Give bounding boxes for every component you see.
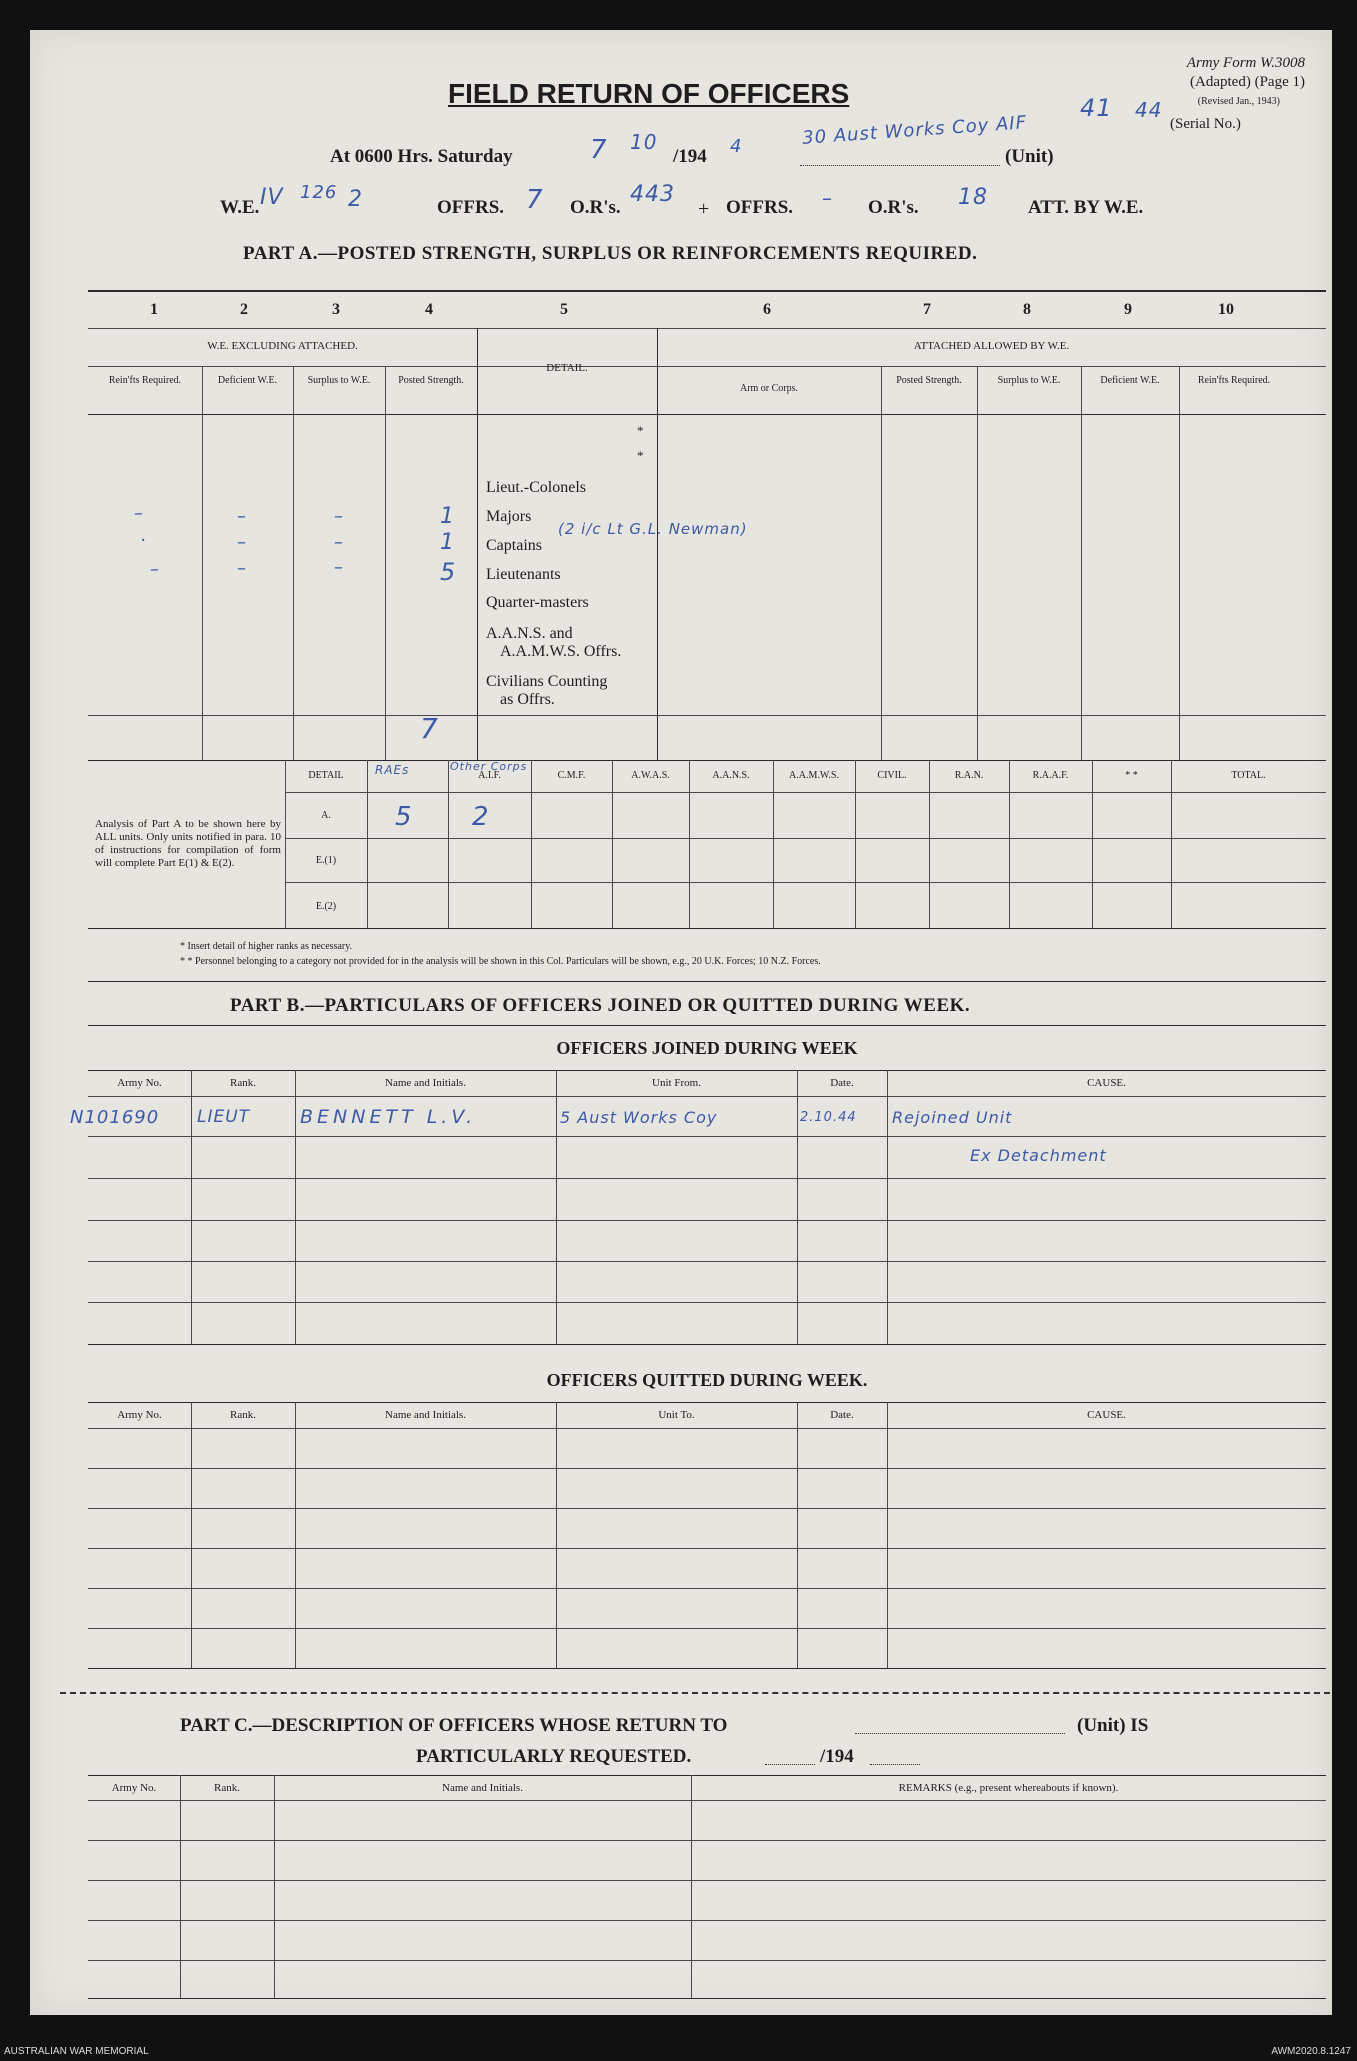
serial-hw-2: 44 <box>1135 98 1163 122</box>
joined-unit: 5 Aust Works Coy <box>560 1108 718 1127</box>
rank-aans: A.A.N.S. and <box>486 625 573 642</box>
analysis-header-aans: A.A.N.S. <box>712 770 750 781</box>
footnote-1: * Insert detail of higher ranks as necessary. <box>180 941 353 952</box>
table-rule <box>1009 760 1010 928</box>
we-excluding-header: W.E. EXCLUDING ATTACHED. <box>207 340 358 352</box>
table-rule <box>88 1402 1326 1403</box>
col-number-10: 10 <box>1218 301 1234 318</box>
table-rule <box>191 1402 192 1668</box>
table-rule <box>977 366 978 760</box>
part-c-header-remarks: REMARKS (e.g., present whereabouts if known). <box>898 1782 1119 1794</box>
quitted-header-date: Date. <box>830 1409 854 1421</box>
table-rule <box>367 760 368 928</box>
table-rule <box>88 715 1326 716</box>
detail-header: DETAIL. <box>546 362 588 374</box>
attached-allowed-header: ATTACHED ALLOWED BY W.E. <box>913 340 1070 352</box>
col-number-4: 4 <box>425 301 433 318</box>
joined-date: 2.10.44 <box>800 1110 857 1125</box>
part-c-date-dots <box>765 1764 815 1765</box>
table-rule <box>295 1070 296 1344</box>
quitted-header-army-no: Army No. <box>117 1409 162 1421</box>
ors2-hw: 18 <box>958 185 988 210</box>
day-hw: 7 <box>590 135 608 165</box>
table-rule <box>929 760 930 928</box>
table-rule <box>274 1775 275 1998</box>
we-hw1: IV <box>260 185 284 210</box>
hw-col4-lieutenants: 5 <box>440 558 457 586</box>
table-rule <box>88 1548 1326 1549</box>
table-rule <box>88 290 1326 292</box>
subheader-deficient-2: Deficient W.E. <box>1100 375 1160 386</box>
subheader-surplus: Surplus to W.E. <box>307 375 371 386</box>
analysis-header-cmf: C.M.F. <box>557 770 586 781</box>
analysis-note: Analysis of Part A to be shown here by ALL units. Only units notified in para. 10 of instructions for compilation of form will complete Part E(1) & E(2). <box>95 818 281 869</box>
subheader-arm: Arm or Corps. <box>739 383 799 394</box>
we-label: W.E. <box>220 197 260 218</box>
col-number-2: 2 <box>240 301 248 318</box>
subheader-reinfts: Rein'fts Required. <box>108 375 182 386</box>
table-rule <box>1081 366 1082 760</box>
table-rule <box>88 1344 1326 1345</box>
table-rule <box>88 1136 1326 1137</box>
subheader-posted: Posted Strength. <box>398 375 464 386</box>
table-rule <box>88 414 1326 415</box>
hw-col2-lieutenants: – <box>237 558 247 579</box>
offrs2-hw: – <box>822 186 833 210</box>
joined-header-unit: Unit From. <box>652 1077 701 1089</box>
table-rule <box>88 1302 1326 1303</box>
star-1: * <box>637 423 644 438</box>
col-number-8: 8 <box>1023 301 1031 318</box>
table-rule <box>797 1070 798 1344</box>
offrs2-label: OFFRS. <box>726 197 794 218</box>
part-a-title: PART A.—POSTED STRENGTH, SURPLUS OR REINFORCEMENTS REQUIRED. <box>243 243 978 264</box>
joined-cause-1: Rejoined Unit <box>892 1108 1013 1127</box>
analysis-header-ran: R.A.N. <box>954 770 984 781</box>
hw-total: 7 <box>420 712 439 745</box>
star-2: * <box>637 448 644 463</box>
serial-label: (Serial No.) <box>1170 116 1241 132</box>
hw-col1-captains: · <box>140 530 147 551</box>
table-rule <box>887 1402 888 1668</box>
hw-col2-captains: – <box>237 532 247 553</box>
analysis-header-awas: A.W.A.S. <box>631 770 670 781</box>
analysis-header-stars: * * <box>1125 770 1138 781</box>
plus-sign: + <box>698 198 710 220</box>
part-c-title-a: PART C.—DESCRIPTION OF OFFICERS WHOSE RETURN TO <box>180 1715 728 1736</box>
table-rule <box>88 1508 1326 1509</box>
tear-line <box>60 1692 1330 1694</box>
col-number-6: 6 <box>763 301 771 318</box>
table-rule <box>88 328 1326 329</box>
quitted-header-unit: Unit To. <box>658 1409 695 1421</box>
table-rule <box>88 1468 1326 1469</box>
part-c-title-d: /194 <box>820 1746 854 1767</box>
table-rule <box>88 1261 1326 1262</box>
rank-quartermasters: Quarter-masters <box>486 594 589 611</box>
table-rule <box>88 1096 1326 1097</box>
table-rule <box>88 981 1326 982</box>
col-number-1: 1 <box>150 301 158 318</box>
table-rule <box>88 1588 1326 1589</box>
table-rule <box>448 760 449 928</box>
joined-header-date: Date. <box>830 1077 854 1089</box>
subheader-surplus-2: Surplus to W.E. <box>997 375 1061 386</box>
table-rule <box>285 838 1326 839</box>
quitted-title: OFFICERS QUITTED DURING WEEK. <box>546 1370 868 1390</box>
table-rule <box>385 366 386 760</box>
analysis-header-aif: A.I.F. <box>478 770 501 781</box>
analysis-header-detail: DETAIL <box>308 770 344 781</box>
table-rule <box>202 366 203 760</box>
table-rule <box>88 1668 1326 1669</box>
year-hw: 4 <box>730 136 743 157</box>
table-rule <box>881 366 882 760</box>
joined-header-rank: Rank. <box>230 1077 256 1089</box>
rank-majors: Majors <box>486 508 532 525</box>
table-rule <box>88 928 1326 929</box>
joined-header-army-no: Army No. <box>117 1077 162 1089</box>
table-rule <box>88 1025 1326 1026</box>
quitted-header-name: Name and Initials. <box>385 1409 466 1421</box>
unit-label: (Unit) <box>1005 146 1054 167</box>
table-rule <box>556 1070 557 1344</box>
subheader-posted-2: Posted Strength. <box>896 375 962 386</box>
rank-lieutenants: Lieutenants <box>486 566 561 583</box>
form-revised: (Revised Jan., 1943) <box>1197 96 1280 107</box>
joined-header-cause: CAUSE. <box>1087 1077 1126 1089</box>
we-hw2: 126 <box>300 182 338 203</box>
unit-dots <box>800 165 1000 166</box>
offrs-label: OFFRS. <box>437 197 505 218</box>
joined-army-no: N101690 <box>70 1107 160 1128</box>
form-id-block <box>1085 54 1305 111</box>
table-rule <box>556 1402 557 1668</box>
col-number-3: 3 <box>332 301 340 318</box>
table-rule <box>531 760 532 928</box>
table-rule <box>1179 366 1180 760</box>
part-c-title-b: (Unit) IS <box>1077 1715 1149 1736</box>
analysis-hw-a-col2: 2 <box>472 802 490 832</box>
part-c-year-dots <box>870 1764 920 1765</box>
table-rule <box>477 328 478 760</box>
table-rule <box>88 1070 1326 1071</box>
form-adapted: (Adapted) (Page 1) <box>1190 74 1305 90</box>
table-rule <box>88 1998 1326 1999</box>
analysis-hw-head1: RAEs <box>375 763 410 777</box>
table-rule <box>285 792 1326 793</box>
table-rule <box>1171 760 1172 928</box>
table-rule <box>855 760 856 928</box>
part-c-header-army-no: Army No. <box>111 1782 157 1794</box>
at-line-label: At 0600 Hrs. Saturday <box>330 146 513 167</box>
analysis-row-a: A. <box>321 810 331 821</box>
table-rule <box>887 1070 888 1344</box>
rank-civilians: Civilians Counting <box>486 673 608 690</box>
quitted-header-rank: Rank. <box>230 1409 256 1421</box>
ors2-label: O.R's. <box>868 197 919 218</box>
table-rule <box>295 1402 296 1668</box>
table-rule <box>773 760 774 928</box>
table-rule <box>88 1428 1326 1429</box>
table-rule <box>88 1628 1326 1629</box>
hw-col3-lieutenants: – <box>334 557 344 578</box>
analysis-header-civil: CIVIL. <box>877 770 907 781</box>
table-rule <box>293 366 294 760</box>
table-rule <box>797 1402 798 1668</box>
form-number: Army Form W.3008 <box>1186 55 1305 71</box>
table-rule <box>88 1220 1326 1221</box>
hw-col1-lieutenants: – <box>150 559 160 580</box>
joined-name: BENNETT L.V. <box>300 1106 477 1128</box>
footer-left: AUSTRALIAN WAR MEMORIAL <box>4 2046 149 2057</box>
rank-lieut-colonels: Lieut.-Colonels <box>486 479 586 496</box>
hw-col4-majors: 1 <box>440 504 455 529</box>
quitted-header-cause: CAUSE. <box>1087 1409 1126 1421</box>
ors-label: O.R's. <box>570 197 621 218</box>
year-prefix: /194 <box>673 146 707 167</box>
table-rule <box>88 366 1326 367</box>
footnote-2: * * Personnel belonging to a category not provided for in the analysis will be shown in this Col. Particulars will be shown, e.g., 20 U.K. Forces; 10 N.Z. Forces. <box>180 956 821 967</box>
analysis-row-e2: E.(2) <box>315 901 337 912</box>
table-rule <box>180 1775 181 1998</box>
ors-hw: 443 <box>630 182 675 207</box>
col-number-7: 7 <box>923 301 931 318</box>
we-hw3: 2 <box>348 187 363 212</box>
joined-header-name: Name and Initials. <box>385 1077 466 1089</box>
part-c-header-rank: Rank. <box>214 1782 240 1794</box>
rank-captains: Captains <box>486 537 542 554</box>
analysis-row-e1: E.(1) <box>315 855 337 866</box>
rank-as-offrs: as Offrs. <box>500 691 555 708</box>
subheader-deficient: Deficient W.E. <box>217 375 278 386</box>
hw-col3-majors: – <box>334 506 344 527</box>
table-rule <box>691 1775 692 1998</box>
hw-col2-majors: – <box>237 506 247 527</box>
part-c-title-c: PARTICULARLY REQUESTED. <box>416 1746 692 1767</box>
table-rule <box>612 760 613 928</box>
table-rule <box>689 760 690 928</box>
subheader-reinfts-2: Rein'fts Required. <box>1197 375 1271 386</box>
hw-captains-note: (2 i/c Lt G.L. Newman) <box>558 520 748 538</box>
analysis-header-total: TOTAL. <box>1231 770 1266 781</box>
rank-aamws: A.A.M.W.S. Offrs. <box>500 643 622 660</box>
part-b-title: PART B.—PARTICULARS OF OFFICERS JOINED OR QUITTED DURING WEEK. <box>230 995 971 1016</box>
part-c-header-name: Name and Initials. <box>442 1782 523 1794</box>
analysis-header-raaf: R.A.A.F. <box>1032 770 1069 781</box>
att-label: ATT. BY W.E. <box>1028 197 1144 218</box>
table-rule <box>191 1070 192 1344</box>
joined-cause-2: Ex Detachment <box>970 1146 1107 1165</box>
table-rule <box>1092 760 1093 928</box>
analysis-hw-head2: Other Corps <box>450 760 528 773</box>
unit-hw: 30 Aust Works Coy AIF <box>801 112 1028 149</box>
serial-hw-1: 41 <box>1080 94 1113 122</box>
form-sheet <box>30 30 1332 2015</box>
part-c-unit-dots <box>855 1733 1065 1734</box>
table-rule <box>88 760 1326 761</box>
page-title: FIELD RETURN OF OFFICERS <box>448 78 850 109</box>
col-number-5: 5 <box>560 301 568 318</box>
analysis-header-aamws: A.A.M.W.S. <box>789 770 839 781</box>
table-rule <box>285 882 1326 883</box>
hw-col1-majors: – <box>134 503 144 524</box>
col-number-9: 9 <box>1124 301 1132 318</box>
table-rule <box>88 1178 1326 1179</box>
hw-col3-captains: – <box>334 532 344 553</box>
month-hw: 10 <box>630 130 658 154</box>
analysis-hw-a-col1: 5 <box>395 802 413 832</box>
joined-title: OFFICERS JOINED DURING WEEK <box>556 1038 858 1058</box>
footer-right: AWM2020.8.1247 <box>1271 2046 1351 2057</box>
joined-rank: LIEUT <box>197 1107 251 1127</box>
offrs-hw: 7 <box>526 185 544 215</box>
hw-col4-captains: 1 <box>440 530 455 555</box>
